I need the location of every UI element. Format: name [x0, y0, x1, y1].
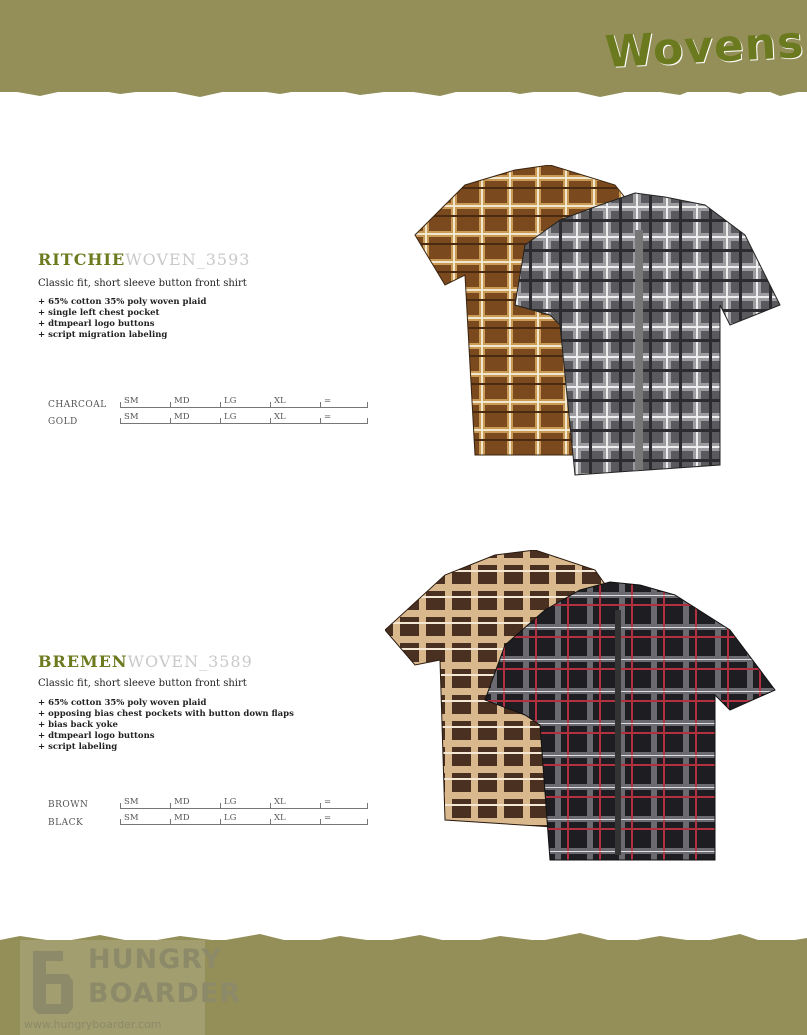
size-label: SM — [124, 412, 139, 422]
feature-list — [38, 698, 294, 753]
color-label: BLACK — [48, 818, 84, 828]
feature-list — [38, 297, 206, 341]
size-label: SM — [124, 797, 139, 807]
feature-item: + bias back yoke — [38, 720, 118, 730]
brand-name-line1: HUNGRY — [88, 944, 223, 975]
category-title: Wovens — [603, 16, 806, 79]
product-style: WOVEN_3593 — [125, 250, 251, 269]
size-label: MD — [174, 797, 190, 807]
product-name: RITCHIE — [38, 250, 126, 269]
size-label: XL — [274, 412, 286, 422]
product-description: Classic fit, short sleeve button front shirt — [38, 278, 247, 289]
product-description: Classic fit, short sleeve button front shirt — [38, 678, 247, 689]
feature-item: + dtmpearl logo buttons — [38, 319, 155, 329]
brand-name-line2: BOARDER — [88, 978, 242, 1009]
feature-item: + script migration labeling — [38, 330, 168, 340]
color-label: GOLD — [48, 417, 78, 427]
size-label: XL — [274, 797, 286, 807]
feature-item: + dtmpearl logo buttons — [38, 731, 155, 741]
feature-item: + 65% cotton 35% poly woven plaid — [38, 698, 207, 708]
bremen-shirts-image — [385, 550, 785, 870]
size-label: MD — [174, 396, 190, 406]
product-name: BREMEN — [38, 652, 128, 671]
feature-item: + opposing bias chest pockets with button down flaps — [38, 709, 294, 719]
feature-item: + 65% cotton 35% poly woven plaid — [38, 297, 207, 307]
size-label: LG — [224, 396, 237, 406]
size-line — [120, 423, 368, 424]
size-label: = — [324, 396, 332, 406]
product-title — [38, 652, 253, 671]
size-label: MD — [174, 813, 190, 823]
brand-url[interactable]: www.hungryboarder.com — [24, 1018, 162, 1031]
size-grid — [120, 396, 370, 426]
size-line — [120, 824, 368, 825]
size-label: LG — [224, 412, 237, 422]
size-label: = — [324, 797, 332, 807]
size-label: XL — [274, 396, 286, 406]
color-label: CHARCOAL — [48, 400, 107, 410]
size-label: LG — [224, 797, 237, 807]
ritchie-shirts-image — [385, 165, 805, 485]
size-grid — [120, 797, 370, 827]
size-label: XL — [274, 813, 286, 823]
feature-item: + single left chest pocket — [38, 308, 160, 318]
size-label: = — [324, 813, 332, 823]
size-label: = — [324, 412, 332, 422]
size-label: SM — [124, 396, 139, 406]
feature-item: + script labeling — [38, 742, 118, 752]
brand-logo-icon — [28, 946, 78, 1016]
product-style: WOVEN_3589 — [127, 652, 253, 671]
size-line — [120, 808, 368, 809]
product-title — [38, 250, 250, 269]
size-label: LG — [224, 813, 237, 823]
size-line — [120, 407, 368, 408]
size-label: MD — [174, 412, 190, 422]
size-label: SM — [124, 813, 139, 823]
brand-watermark — [20, 940, 242, 1035]
torn-edge — [0, 82, 807, 102]
color-label: BROWN — [48, 800, 89, 810]
